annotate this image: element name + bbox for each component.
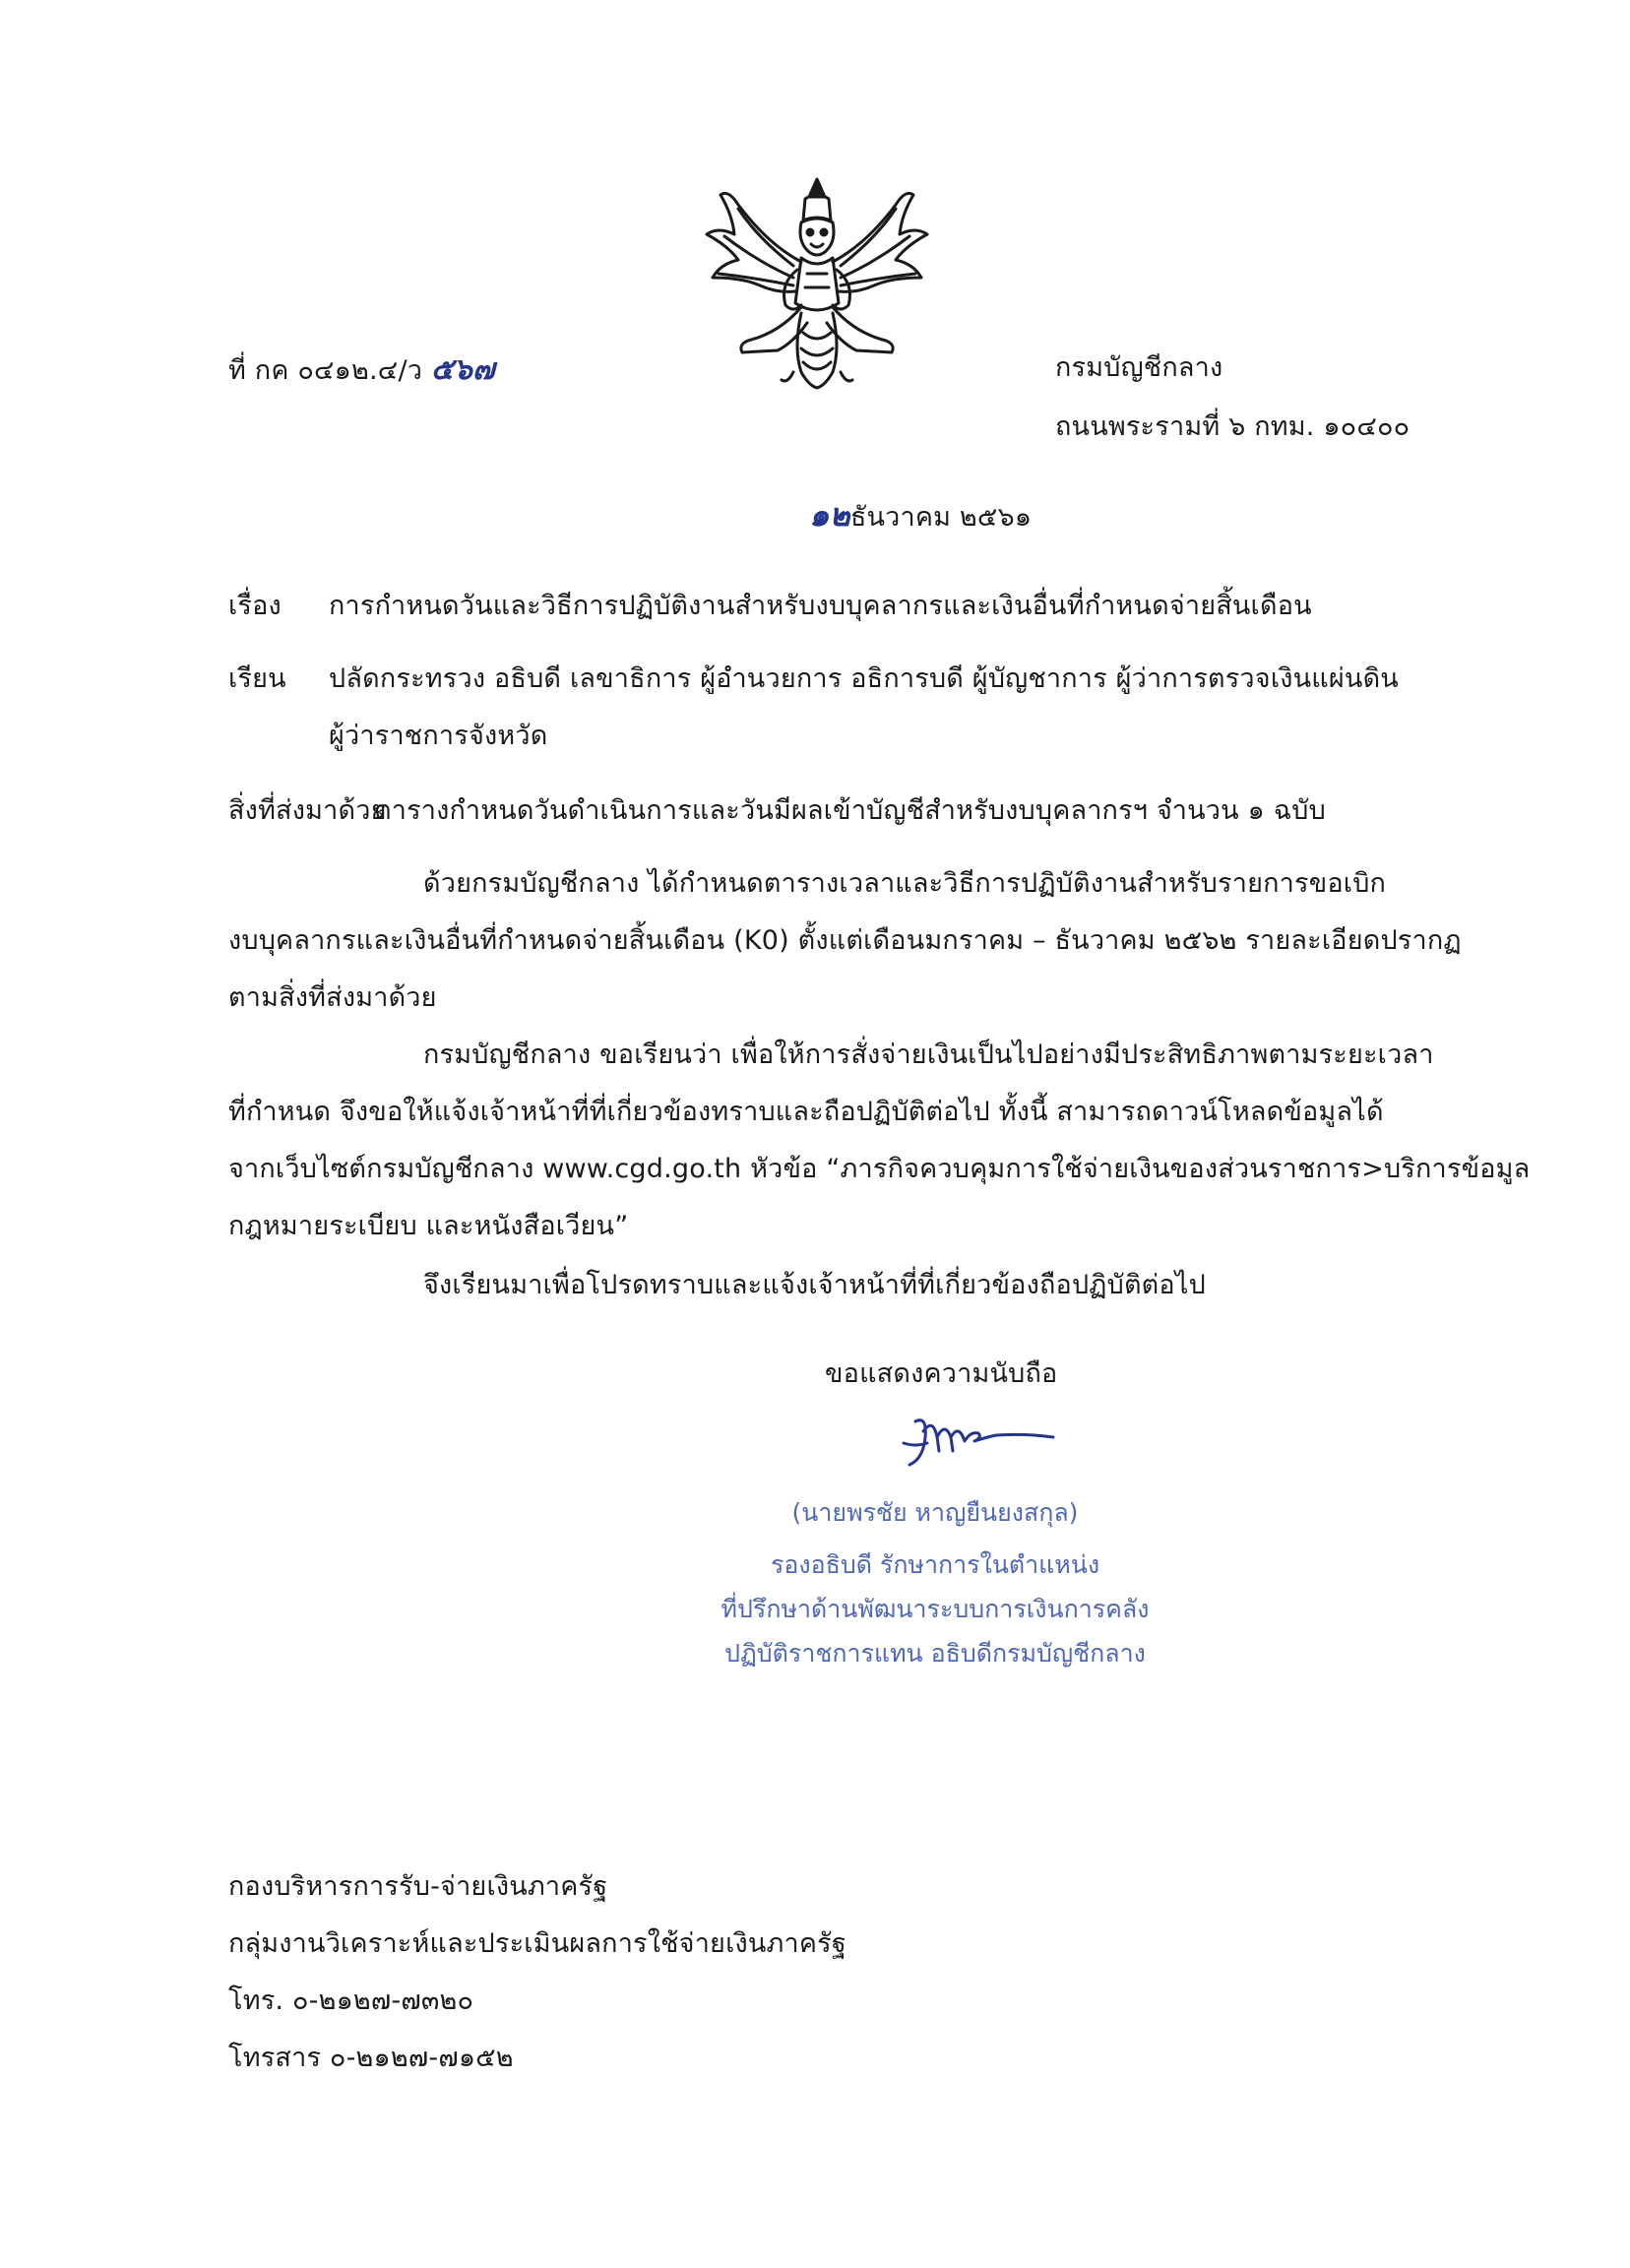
date-month-year: ธันวาคม ๒๕๖๑ (849, 502, 1033, 533)
recipient-line-2: ผู้ว่าราชการจังหวัด (329, 721, 548, 751)
footer-telephone: โทร. ๐-๒๑๒๗-๗๓๒๐ (228, 1985, 474, 2016)
footer-division: กองบริหารการรับ-จ่ายเงินภาครัฐ (228, 1871, 608, 1902)
paragraph-1-line-1: ด้วยกรมบัญชีกลาง ได้กำหนดตารางเวลาและวิธีการปฏิบัติงานสำหรับรายการขอเบิก (423, 868, 1387, 899)
paragraph-2-line-1: กรมบัญชีกลาง ขอเรียนว่า เพื่อให้การสั่งจ่ายเงินเป็นไปอย่างมีประสิทธิภาพตามระยะเวลา (423, 1040, 1434, 1070)
document-date (809, 495, 1032, 537)
signatory-position-1: รองอธิบดี รักษาการในตำแหน่ง (770, 1550, 1100, 1579)
closing-sentence: จึงเรียนมาเพื่อโปรดทราบและแจ้งเจ้าหน้าที่ที่เกี่ยวข้องถือปฏิบัติต่อไป (423, 1270, 1206, 1300)
reference-prefix: ที่ กค ๐๔๑๒.๔/ว (228, 355, 423, 386)
regards: ขอแสดงความนับถือ (825, 1358, 1058, 1389)
footer-group: กลุ่มงานวิเคราะห์และประเมินผลการใช้จ่ายเงินภาครัฐ (228, 1928, 846, 1959)
paragraph-2-line-3: จากเว็บไซต์กรมบัญชีกลาง www.cgd.go.th หัวข้อ “ภารกิจควบคุมการใช้จ่ายเงินของส่วนราชการ>บริการข้อมูล (228, 1154, 1531, 1184)
signatory-position-3: ปฏิบัติราชการแทน อธิบดีกรมบัญชีกลาง (724, 1639, 1146, 1668)
subject-text: การกำหนดวันและวิธีการปฏิบัติงานสำหรับงบบุคลากรและเงินอื่นที่กำหนดจ่ายสิ้นเดือน (329, 591, 1312, 621)
reference-handwritten-number: ๕๖๗ (430, 352, 495, 387)
subject-label: เรื่อง (228, 591, 282, 621)
footer-fax: โทรสาร ๐-๒๑๒๗-๗๑๕๒ (228, 2043, 514, 2073)
paragraph-2-line-2: ที่กำหนด จึงขอให้แจ้งเจ้าหน้าที่ที่เกี่ยวข้องทราบและถือปฏิบัติต่อไป ทั้งนี้ สามารถดาวน์โหลดข้อมูลได้ (228, 1097, 1384, 1127)
signatory-name: (นายพรชัย หาญยืนยงสกุล) (791, 1498, 1079, 1527)
paragraph-1-line-2: งบบุคลากรและเงินอื่นที่กำหนดจ่ายสิ้นเดือน (K0) ตั้งแต่เดือนมกราคม – ธันวาคม ๒๕๖๒ รายละเอียดปรากฏ (228, 925, 1462, 956)
enclosure-label: สิ่งที่ส่งมาด้วย (228, 795, 387, 826)
reference-number (228, 350, 495, 391)
recipient-label: เรียน (228, 663, 286, 694)
organization-name: กรมบัญชีกลาง (1055, 352, 1223, 383)
enclosure-text: ตารางกำหนดวันดำเนินการและวันมีผลเข้าบัญชีสำหรับงบบุคลากรฯ จำนวน ๑ ฉบับ (374, 795, 1326, 826)
paragraph-2-line-4: กฎหมายระเบียบ และหนังสือเวียน” (228, 1211, 629, 1241)
handwritten-signature-icon (898, 1408, 1075, 1477)
date-day-handwritten: ๑๒ (809, 496, 850, 534)
signatory-position-2: ที่ปรึกษาด้านพัฒนาระบบการเงินการคลัง (721, 1595, 1150, 1623)
organization-address: ถนนพระรามที่ ๖ กทม. ๑๐๔๐๐ (1055, 411, 1411, 442)
paragraph-1-line-3: ตามสิ่งที่ส่งมาด้วย (228, 982, 437, 1013)
recipient-line-1: ปลัดกระทรวง อธิบดี เลขาธิการ ผู้อำนวยการ อธิการบดี ผู้บัญชาการ ผู้ว่าการตรวจเงินแผ่นดิน (329, 663, 1399, 694)
garuda-emblem-icon (699, 175, 935, 392)
